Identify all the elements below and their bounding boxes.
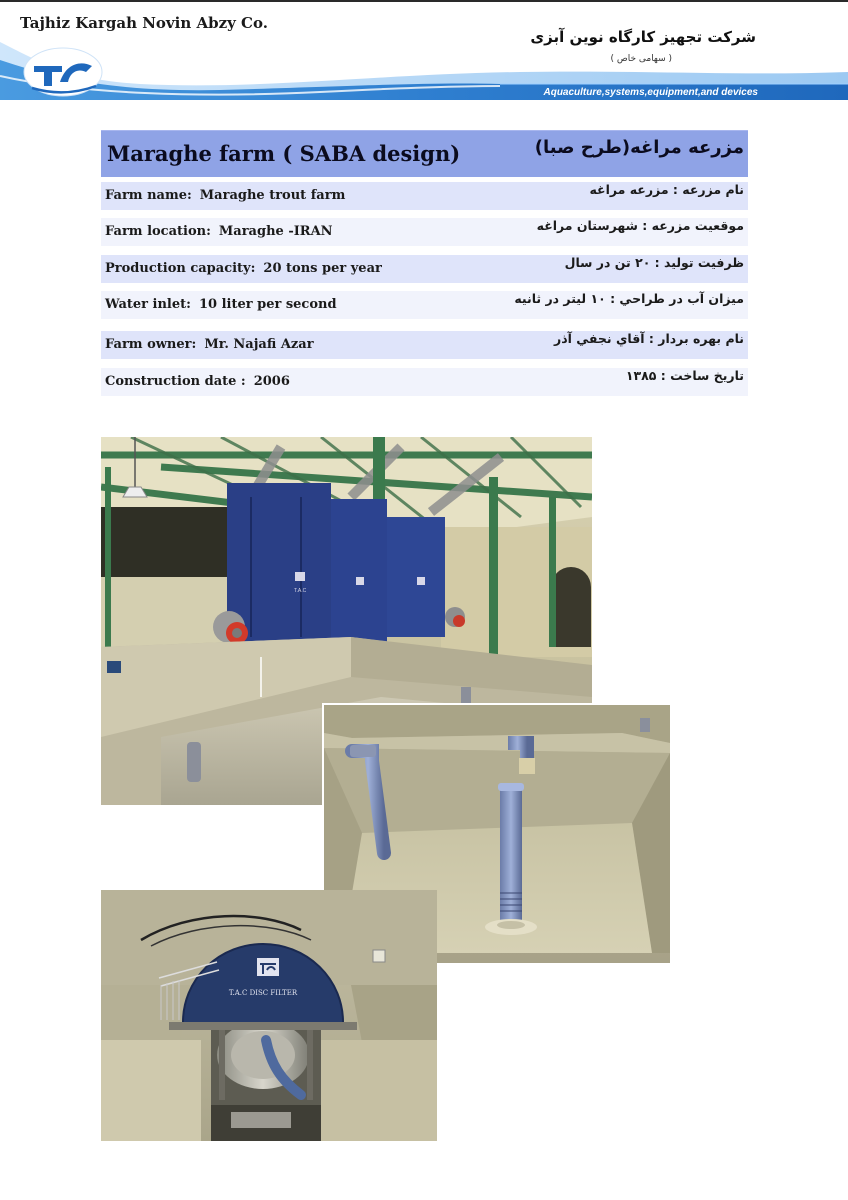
info-value: Mr. Najafi Azar	[204, 337, 314, 352]
tank-panel-label: T.A.C	[294, 588, 307, 594]
logo-text: TAC	[22, 46, 25, 47]
info-label: Farm name:	[105, 188, 192, 203]
company-name-english: Tajhiz Kargah Novin Abzy Co.	[20, 14, 268, 32]
info-label: Construction date :	[105, 374, 246, 389]
farm-title-persian: مزرعه مراغه(طرح صبا)	[534, 137, 744, 158]
filter-label: T.A.C DISC FILTER	[228, 989, 298, 997]
info-value: Maraghe trout farm	[199, 188, 346, 203]
photo-disc-filter	[101, 890, 437, 1141]
info-value: 10 liter per second	[198, 297, 337, 312]
info-row-water-inlet	[101, 291, 748, 319]
info-row-farm-location	[101, 218, 748, 246]
info-persian: ظرفیت تولید : ۲۰ تن در سال	[564, 255, 744, 270]
info-persian: نام بهره بردار : آقاي نجفي آذر	[554, 331, 744, 346]
info-persian: نام مزرعه : مزرعه مراغه	[589, 182, 744, 197]
farm-title-bar	[101, 130, 748, 177]
info-label: Water inlet:	[105, 297, 191, 312]
info-persian: تاریخ ساخت : ۱۳۸۵	[625, 368, 744, 383]
info-value: 2006	[253, 374, 290, 389]
info-label: Farm location:	[105, 224, 211, 239]
company-type-persian: ( سهامی خاص )	[610, 54, 672, 64]
info-row-production-capacity	[101, 255, 748, 283]
info-row-farm-name	[101, 182, 748, 210]
page-header	[0, 0, 848, 100]
farm-title-english: Maraghe farm ( SABA design)	[107, 141, 461, 166]
info-persian: موقعیت مزرعه : شهرستان مراغه	[536, 218, 744, 233]
info-value: Maraghe -IRAN	[218, 224, 333, 239]
company-name-persian: شرکت تجهیز کارگاه نوین آبزی	[530, 28, 756, 46]
info-label: Production capacity:	[105, 261, 256, 276]
info-label: Farm owner:	[105, 337, 197, 352]
farm-info-table	[101, 130, 748, 389]
company-tagline: Aquaculture,systems,equipment,and devices	[543, 87, 758, 98]
info-persian: میزان آب در طراحي : ۱۰ لیتر در ثانیه	[514, 291, 744, 306]
info-value: 20 tons per year	[263, 261, 382, 276]
info-row-construction-date	[101, 368, 748, 396]
company-logo	[22, 46, 104, 98]
info-row-farm-owner	[101, 331, 748, 359]
